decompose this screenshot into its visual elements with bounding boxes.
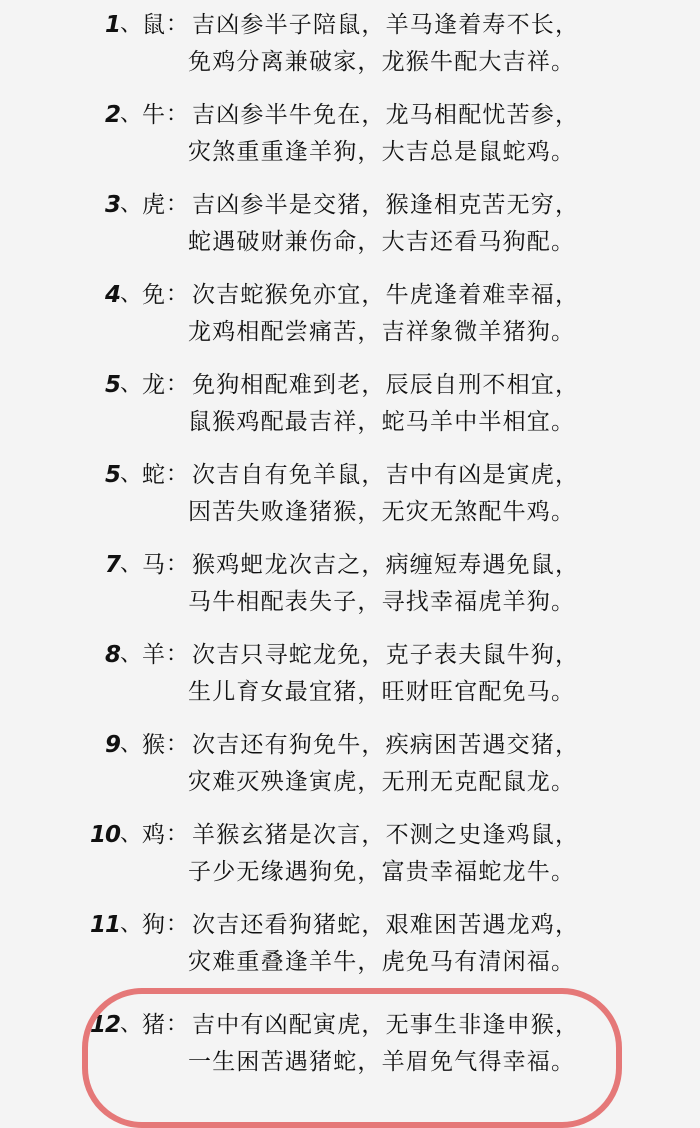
entry-colon: ： bbox=[166, 372, 189, 397]
entry-line-2: 马牛相配表失子，寻找幸福虎羊狗。 bbox=[188, 589, 576, 615]
entry-line-2: 龙鸡相配尝痛苦，吉祥象微羊猪狗。 bbox=[188, 319, 576, 345]
entry-line-2: 灾难重叠逢羊牛，虎免马有清闲福。 bbox=[188, 949, 576, 975]
entry-line-2: 蛇遇破财兼伤命，大吉还看马狗配。 bbox=[188, 229, 576, 255]
entry-11 bbox=[0, 906, 700, 976]
entry-number: 5 bbox=[104, 372, 120, 398]
entry-line-1: 吉中有凶配寅虎，无事生非逢申猴， bbox=[192, 1012, 580, 1038]
entry-line-1: 羊猴玄猪是次言，不测之史逢鸡鼠， bbox=[192, 822, 580, 848]
entry-line-1: 猴鸡蚆龙次吉之，病缠短寿遇免鼠， bbox=[192, 552, 580, 578]
entry-animal: 马 bbox=[142, 552, 165, 578]
entry-colon: ： bbox=[166, 912, 189, 937]
entry-separator: 、 bbox=[120, 642, 143, 667]
entry-separator: 、 bbox=[120, 552, 143, 577]
entry-animal: 虎 bbox=[142, 192, 165, 218]
entry-separator: 、 bbox=[120, 12, 143, 37]
entry-line-2: 灾煞重重逢羊狗，大吉总是鼠蛇鸡。 bbox=[188, 139, 576, 165]
entry-separator: 、 bbox=[120, 822, 143, 847]
entry-number: 7 bbox=[104, 552, 120, 578]
entry-5 bbox=[0, 366, 700, 436]
entry-line-2: 子少无缘遇狗免，富贵幸福蛇龙牛。 bbox=[188, 859, 576, 885]
entry-colon: ： bbox=[166, 1012, 189, 1037]
entry-3 bbox=[0, 186, 700, 256]
entry-6 bbox=[0, 456, 700, 526]
entry-9 bbox=[0, 726, 700, 796]
entry-line-2: 灾难灭殃逢寅虎，无刑无克配鼠龙。 bbox=[188, 769, 576, 795]
entry-colon: ： bbox=[166, 732, 189, 757]
entry-line-2: 生儿育女最宜猪，旺财旺官配免马。 bbox=[188, 679, 576, 705]
entry-animal: 猴 bbox=[142, 732, 165, 758]
entry-animal: 羊 bbox=[142, 642, 165, 668]
entry-number: 11 bbox=[89, 912, 120, 938]
entry-colon: ： bbox=[166, 822, 189, 847]
entry-line-1: 次吉自有免羊鼠，吉中有凶是寅虎， bbox=[192, 462, 580, 488]
entry-separator: 、 bbox=[120, 1012, 143, 1037]
entry-colon: ： bbox=[166, 12, 189, 37]
entry-separator: 、 bbox=[120, 192, 143, 217]
entry-colon: ： bbox=[166, 642, 189, 667]
entry-line-2: 鼠猴鸡配最吉祥，蛇马羊中半相宜。 bbox=[188, 409, 576, 435]
entry-line-1: 次吉还有狗免牛，疾病困苦遇交猪， bbox=[192, 732, 580, 758]
entry-8 bbox=[0, 636, 700, 706]
entry-10 bbox=[0, 816, 700, 886]
entry-number: 12 bbox=[89, 1012, 120, 1038]
entry-colon: ： bbox=[166, 102, 189, 127]
entry-line-1: 次吉蛇猴免亦宜，牛虎逢着难幸福， bbox=[192, 282, 580, 308]
entry-number: 3 bbox=[104, 192, 120, 218]
entry-animal: 牛 bbox=[142, 102, 165, 128]
entry-line-1: 次吉只寻蛇龙免，克子表夫鼠牛狗， bbox=[192, 642, 580, 668]
entry-animal: 猪 bbox=[142, 1012, 165, 1038]
entry-line-2: 免鸡分离兼破家，龙猴牛配大吉祥。 bbox=[188, 49, 576, 75]
entry-line-2: 一生困苦遇猪蛇，羊眉免气得幸福。 bbox=[188, 1049, 576, 1075]
entry-line-1: 吉凶参半牛免在，龙马相配忧苦参， bbox=[192, 102, 580, 128]
entry-separator: 、 bbox=[120, 462, 143, 487]
entry-separator: 、 bbox=[120, 912, 143, 937]
entry-number: 2 bbox=[104, 102, 120, 128]
entry-1 bbox=[0, 6, 700, 76]
entry-line-1: 次吉还看狗猪蛇，艰难困苦遇龙鸡， bbox=[192, 912, 580, 938]
entry-number: 5 bbox=[104, 462, 120, 488]
entry-number: 9 bbox=[104, 732, 120, 758]
entry-animal: 鼠 bbox=[142, 12, 165, 38]
entry-line-1: 吉凶参半子陪鼠，羊马逢着寿不长， bbox=[192, 12, 580, 38]
entry-number: 8 bbox=[104, 642, 120, 668]
entry-colon: ： bbox=[166, 462, 189, 487]
entry-animal: 龙 bbox=[142, 372, 165, 398]
entry-colon: ： bbox=[166, 192, 189, 217]
entry-animal: 鸡 bbox=[142, 822, 165, 848]
entry-12 bbox=[0, 1006, 700, 1076]
entry-4 bbox=[0, 276, 700, 346]
entry-number: 10 bbox=[89, 822, 120, 848]
entry-animal: 蛇 bbox=[142, 462, 165, 488]
entry-colon: ： bbox=[166, 282, 189, 307]
entry-separator: 、 bbox=[120, 732, 143, 757]
entry-separator: 、 bbox=[120, 372, 143, 397]
entry-number: 1 bbox=[104, 12, 120, 38]
entry-animal: 狗 bbox=[142, 912, 165, 938]
entry-colon: ： bbox=[166, 552, 189, 577]
entry-separator: 、 bbox=[120, 102, 143, 127]
entry-line-2: 因苦失败逢猪猴，无灾无煞配牛鸡。 bbox=[188, 499, 576, 525]
entry-number: 4 bbox=[104, 282, 120, 308]
entry-separator: 、 bbox=[120, 282, 143, 307]
entry-animal: 免 bbox=[142, 282, 165, 308]
entry-2 bbox=[0, 96, 700, 166]
entry-line-1: 免狗相配难到老，辰辰自刑不相宜， bbox=[192, 372, 580, 398]
entry-line-1: 吉凶参半是交猪，猴逢相克苦无穷， bbox=[192, 192, 580, 218]
entry-7 bbox=[0, 546, 700, 616]
